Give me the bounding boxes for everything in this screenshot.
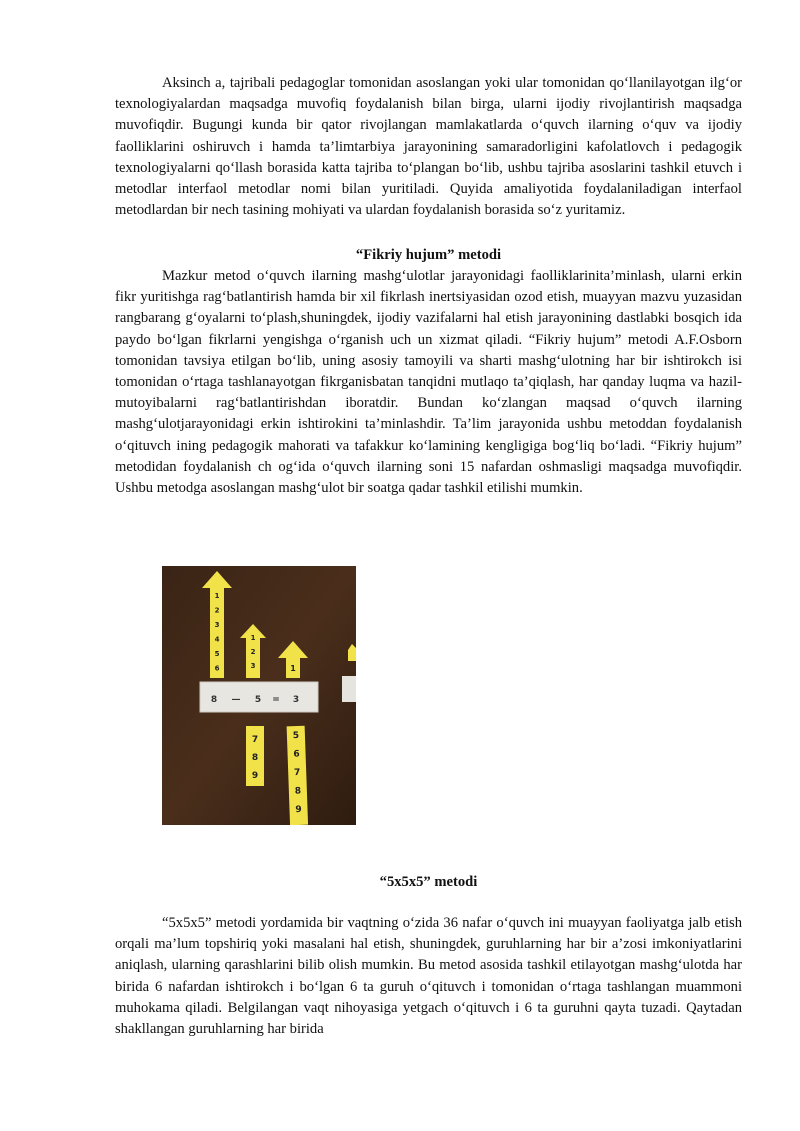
digit-label: 3 [214,621,220,629]
digit-label: 1 [250,634,256,642]
paragraph-fikriy-hujum [115,266,742,499]
digit-label: 1 [214,592,220,600]
middle-arrow-digits [251,634,256,670]
equation-symbol: — [231,695,241,705]
teaching-aid-photo [162,566,356,825]
edge-paper [342,676,356,702]
digit-label: 8 [251,753,259,763]
paragraph-fikriy-hujum-text: Mazkur metod o‘quvch ilarning mashg‘ulotlar jarayonidagi faolliklarinita’minlash, ularni erkin fikr yuritishga rag‘batlantirish hamda bir xil fikrlash inertsiyasidan ozod etish, muayyan mazvu yuzasidan rangbarang g‘oyalarni to‘plash,shuningdek, ijodiy vazifalarni hal etish jarayonining dastlabki bosqich ida paydo bo‘lgan fikrlarni yengishga o‘rganish uch un xizmat qiladi. “Fikriy hujum” metodi A.F.Osborn tomonidan tavsiya etilgan bo‘lib, uning asosiy tamoyili va sharti mashg‘ulotning har bir ishtirokch isi tomonidan o‘rtaga tashlanayotgan fikrganisbatan tanqidni mutlaqo ta’qiqlash, har qanday luqma va hazil-mutoyibalarni rag‘batlantirishdan iboratdir. Bundan ko‘zlangan maqsad o‘quvch ilarning mashg‘ulotjarayonidagi erkin ishtirokini ta’minlashdir. Ta’lim jarayonida ushbu metoddan foydalanish o‘qituvch ining pedagogik mahorati va tafakkur ko‘lamining kengligiga bog‘liq bo‘ladi. “Fikriy hujum” metodidan foydalanish ch og‘ida o‘quvch ilarning soni 15 nafardan oshmasligi maqsadga muvofiqdir. Ushbu metodga asoslangan mashg‘ulot bir soatga qadar tashkil etilishi mumkin. [115,268,742,497]
equation-symbol: 5 [254,695,262,705]
digit-label: 5 [214,650,220,658]
right-arrow-digit: 1 [290,664,296,673]
equation-symbol: 3 [292,695,300,705]
paragraph-5x5x5-text: “5x5x5” metodi yordamida bir vaqtning o‘zida 36 nafar o‘quvch ini muayyan faoliyatga jalb etish orqali ma’lum topshiriq yoki masalani hal etish, shuningdek, guruhlarning har bir a’zosi imkoniyatlarini aniqlash, ularning qarashlarini bilib olish mumkin. Bu metod asosida tashkil etilayotgan mashg‘ulotda har birida 6 nafardan ishtirokch i bo‘lgan 6 ta guruh o‘qituvch i tomonidan o‘rtaga tashlangan muammoni muhokama qiladi. Belgilangan vaqt nihoyasiga yetgach o‘qituvch i 6 ta guruhni qayta tuzadi. Qaytadan shakllangan guruhlarning har birida [115,915,742,1038]
digit-label: 8 [294,786,302,797]
digit-label: 5 [292,730,300,742]
heading-fikriy-hujum: “Fikriy hujum” metodi [355,247,502,263]
heading-5x5x5: “5x5x5” metodi [379,874,478,890]
digit-label: 9 [295,804,302,816]
digit-label: 2 [250,648,256,656]
digit-label: 4 [214,635,220,644]
digit-label: 7 [251,735,259,745]
equation-symbol: = [272,695,280,705]
digit-label: 3 [250,662,256,670]
paragraph-intro-text: Aksinch a, tajribali pedagoglar tomonidan asoslangan yoki ular tomonidan qo‘llanilayotgan ilg‘or texnologiyalardan maqsadga muvofiq foydalanish bilan birga, ularni ijodiy rivojlantirish maqsadga muvofiqdir. Bugungi kunda bir qator rivojlangan mamlakatlarda o‘quvch ilarning o‘quv va ijodiy faolliklarini oshiruvch i hamda ta’limtarbiya jarayonining samaradorligini kafolatlovch i pedagogik texnologiyalarni qo‘llash borasida katta tajriba to‘plangan bo‘lib, ushbu tajriba asoslarini tashkil etuvch i metodlar interfaol metodlar nomi bilan yuritiladi. Quyida amaliyotida foydalaniladigan interfaol metodlardan bir nech tasining mohiyati va ulardan foydalanish borasida so‘z yuritamiz. [115,75,742,219]
equation-symbol: 8 [210,695,218,705]
digit-label: 6 [293,749,300,760]
digit-label: 7 [293,767,301,779]
digit-label: 9 [251,771,259,781]
paragraph-5x5x5 [115,913,742,1040]
digit-label: 2 [214,606,220,615]
digit-label: 6 [214,664,220,673]
lower-left-digits [252,735,258,781]
paragraph-intro [115,73,742,221]
